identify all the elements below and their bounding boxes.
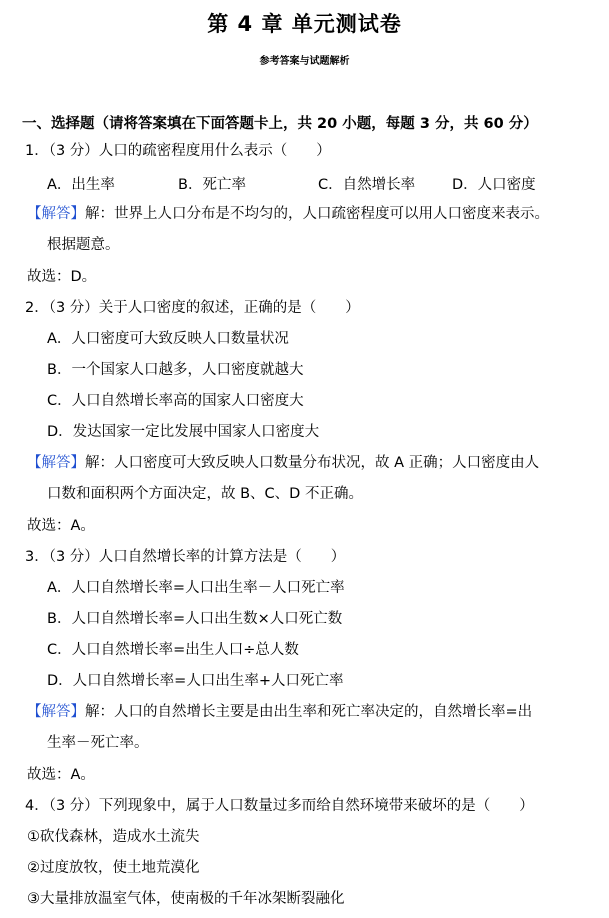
answer-conclusion: 故选：A。	[27, 767, 95, 783]
option-a: A．出生率	[47, 177, 115, 193]
option-c: C．自然增长率	[318, 177, 416, 193]
answer-tag: 【解答】	[27, 206, 85, 222]
statement-item: ①砍伐森林，造成水土流失	[27, 829, 200, 845]
question-stem: 3．（3 分）人口自然增长率的计算方法是（ ）	[25, 549, 346, 565]
option-a: A．人口自然增长率=人口出生率－人口死亡率	[47, 580, 345, 596]
question-stem: 2．（3 分）关于人口密度的叙述，正确的是（ ）	[25, 300, 360, 316]
option-b: B．人口自然增长率=人口出生数×人口死亡数	[47, 611, 343, 627]
page-title: 第 4 章 单元测试卷	[207, 12, 402, 36]
answer-text: 解：世界上人口分布是不均匀的，人口疏密程度可以用人口密度来表示。	[85, 206, 549, 222]
option-row	[0, 173, 609, 193]
question-stem: 4．（3 分）下列现象中，属于人口数量过多而给自然环境带来破坏的是（ ）	[25, 798, 534, 814]
answer-text: 根据题意。	[47, 237, 120, 253]
question-stem: 1．（3 分）人口的疏密程度用什么表示（ ）	[25, 143, 331, 159]
option-d: D．人口自然增长率=人口出生率+人口死亡率	[47, 673, 344, 689]
option-c: C．人口自然增长率=出生人口÷总人数	[47, 642, 299, 658]
option-a: A．人口密度可大致反映人口数量状况	[47, 331, 289, 347]
option-b: B．死亡率	[178, 177, 246, 193]
answer-text: 解：人口的自然增长主要是由出生率和死亡率决定的，自然增长率=出	[85, 704, 533, 720]
answer-conclusion: 故选：A。	[27, 518, 95, 534]
statement-item: ③大量排放温室气体，使南极的千年冰架断裂融化	[27, 891, 345, 907]
answer-block	[27, 453, 539, 473]
option-b: B．一个国家人口越多，人口密度就越大	[47, 362, 304, 378]
statement-item: ②过度放牧，使土地荒漠化	[27, 860, 200, 876]
answer-text: 口数和面积两个方面决定，故 B、C、D 不正确。	[47, 486, 363, 502]
answer-text: 解：人口密度可大致反映人口数量分布状况，故 A 正确；人口密度由人	[85, 455, 540, 471]
option-c: C．人口自然增长率高的国家人口密度大	[47, 393, 304, 409]
answer-tag: 【解答】	[27, 455, 85, 471]
answer-text: 生率－死亡率。	[47, 735, 149, 751]
option-d: D．发达国家一定比发展中国家人口密度大	[47, 424, 320, 440]
answer-block	[27, 204, 549, 224]
answer-tag: 【解答】	[27, 704, 85, 720]
page-subtitle: 参考答案与试题解析	[259, 56, 350, 67]
answer-block	[27, 702, 532, 722]
section-heading: 一、选择题（请将答案填在下面答题卡上，共 20 小题，每题 3 分，共 60 分）	[22, 116, 538, 132]
option-d: D．人口密度	[452, 177, 536, 193]
answer-conclusion: 故选：D。	[27, 269, 97, 285]
